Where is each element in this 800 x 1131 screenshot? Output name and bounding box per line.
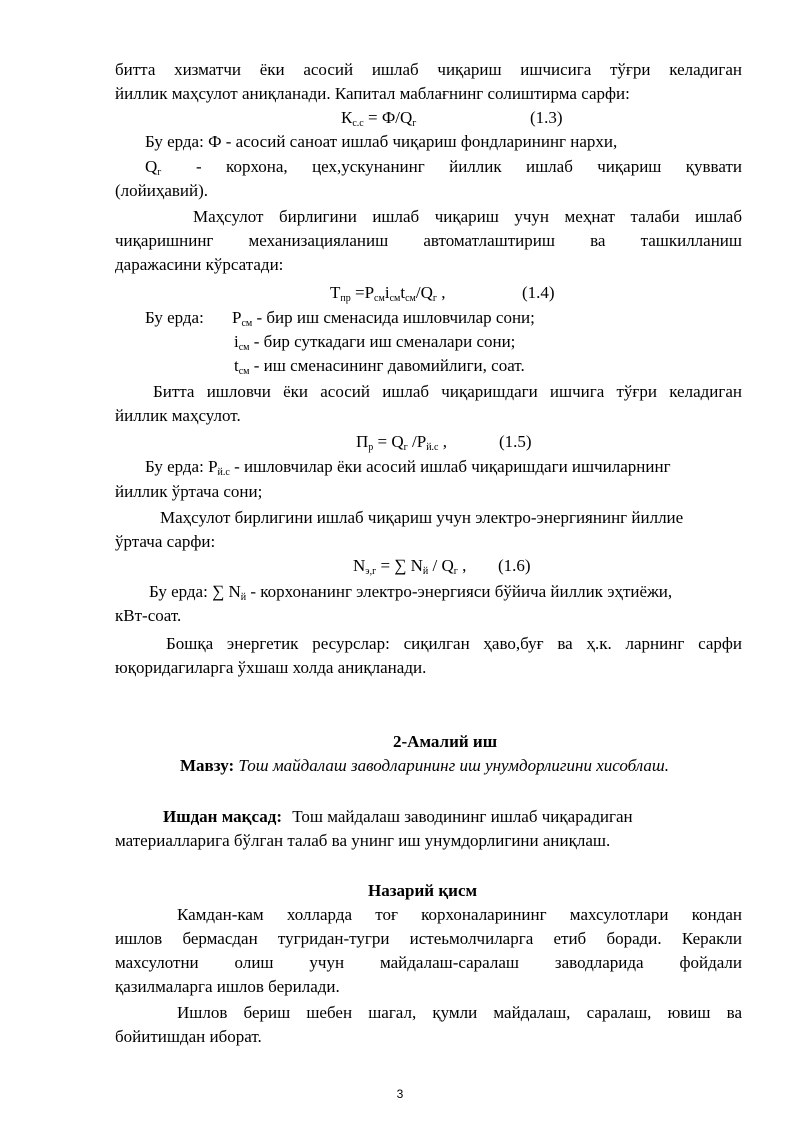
text-line: йиллик ўртача сони; (115, 482, 263, 501)
text-line: (лойиҳавий). (115, 181, 209, 200)
text-line: Бу ерда: $Р_{см}$ - бир иш сменасида ишловчилар сони; (145, 308, 535, 329)
text-line: йиллик маҳсулот. (115, 406, 241, 425)
text-line: $Q_г$ - корхона, цех,ускунанинг йиллик ишлаб чиқариш қуввати (145, 157, 742, 178)
equation-number: (1.4) (522, 283, 555, 302)
equation-number: (1.5) (499, 432, 532, 451)
text-line: Камдан-кам холларда тоғ корхоналарининг махсулотлари кондан (177, 905, 742, 924)
equation-number: (1.3) (530, 108, 563, 127)
text-line: кВт-соат. (115, 606, 182, 625)
section-title: 2-Амалий иш (393, 732, 498, 751)
text-line: қазилмаларга ишлов берилади. (115, 977, 340, 996)
text-line: юқоридагиларга ўхшаш холда аниқланади. (115, 658, 427, 677)
page-number: 3 (396, 1087, 404, 1101)
text-line: материалларига бўлган талаб ва унинг иш унумдорлигини аниқлаш. (115, 831, 611, 850)
topic-text: Тош майдалаш заводларининг иш унумдорлигини хисоблаш. (238, 756, 669, 775)
goal-line: Ишдан мақсад: Тош майдалаш заводининг ишлаб чиқарадиган (163, 807, 633, 826)
text-line: ўртача сарфи: (115, 532, 216, 551)
text-line: бойитишдан иборат. (115, 1027, 262, 1046)
text-line: Бу ерда: Ф - асосий саноат ишлаб чиқариш фондларининг нархи, (145, 132, 618, 151)
text-line: Бу ерда: $Р_{й.с}$ - ишловчилар ёки асосий ишлаб чиқаришдаги ишчиларнинг (145, 457, 671, 478)
text-line: Маҳсулот бирлигини ишлаб чиқариш учун меҳнат талаби ишлаб (193, 207, 742, 226)
text-line: Бу ерда: ∑ $N_й$ - корхонанинг электро-энергияси бўйича йиллик эҳтиёжи, (149, 582, 673, 603)
text-line: йиллик маҳсулот аниқланади. Капитал маблағнинг солиштирма сарфи: (115, 84, 630, 103)
text-line: чиқаришнинг механизацияланиш автоматлаштириш ва ташкилланиш (115, 231, 742, 250)
text-line: Ишлов бериш шебен шагал, қумли майдалаш, саралаш, ювиш ва (177, 1003, 742, 1022)
theory-title: Назарий қисм (368, 881, 478, 900)
text-line: даражасини кўрсатади: (115, 255, 284, 274)
text-line: Бошқа энергетик ресурслар: сиқилган ҳаво,буғ ва ҳ.к. ларнинг сарфи (166, 634, 742, 653)
text-line: махсулотни олиш учун майдалаш-саралаш заводларида фойдали (115, 953, 742, 972)
equation-number: (1.6) (498, 556, 531, 575)
formula-1-3: $К_{с.с} = Ф/Q_г$ (1.3) (341, 108, 563, 129)
text-line: Маҳсулот бирлигини ишлаб чиқариш учун электро-энергиянинг йиллие (160, 508, 684, 527)
formula-1-4: $Т_{пр} =Р_{см}i_{см}t_{см}/Q_г$ , (1.4) (330, 283, 555, 304)
topic-label: Мавзу: (180, 756, 235, 775)
formula-1-5: $П_р = Q_г$ $/Р_{й.с}$ , (1.5) (356, 432, 532, 453)
text-line: Битта ишловчи ёки асосий ишлаб чиқаришдаги ишчига тўғри келадиган (153, 382, 742, 401)
topic-line (180, 754, 740, 778)
text-line: ишлов бермасдан тугридан-тугри истеьмолчиларга етиб боради. Керакли (115, 929, 742, 948)
text-line: $t_{см}$ - иш сменасининг давомийлиги, соат. (234, 356, 525, 377)
text-line: битта хизматчи ёки асосий ишлаб чиқариш ишчисига тўғри келадиган (115, 60, 742, 79)
goal-label: Ишдан мақсад: (163, 807, 282, 826)
formula-1-6: $N_{э,г}$ = ∑ $N_й / Q_г$ , (1.6) (353, 556, 531, 577)
text-line: $i_{см}$ - бир суткадаги иш сменалари сони; (234, 332, 516, 353)
